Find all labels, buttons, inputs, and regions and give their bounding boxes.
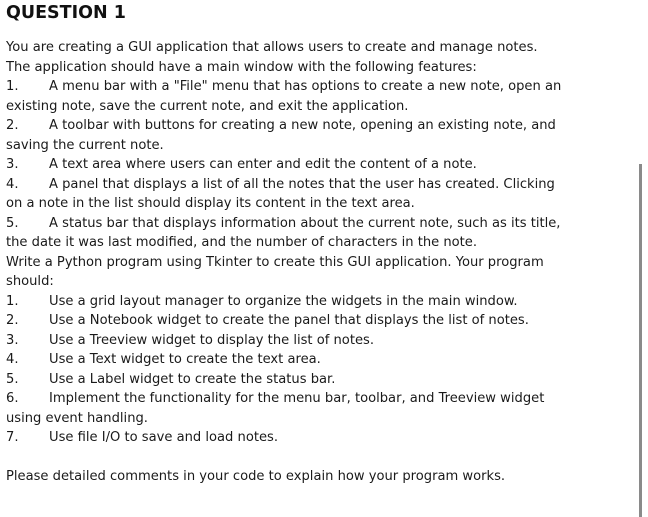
requirement-text: Use a grid layout manager to organize the widgets in the main window. xyxy=(49,293,518,309)
requirement-number: 6. xyxy=(6,391,19,406)
requirement-item xyxy=(6,292,566,312)
requirement-number: 2. xyxy=(6,313,19,328)
intro-paragraph: You are creating a GUI application that allows users to create and manage notes. The application should have a main window with the following features: xyxy=(6,40,538,75)
requirement-number: 5. xyxy=(6,371,19,387)
requirement-item xyxy=(6,311,566,331)
feature-number: 3. xyxy=(6,157,19,172)
requirement-number: 4. xyxy=(6,352,19,367)
feature-text: A text area where users can enter and edit the content of a note. xyxy=(49,157,477,172)
feature-text: A toolbar with buttons for creating a new note, opening an existing note, and saving the current note. xyxy=(6,118,556,153)
feature-list xyxy=(6,77,566,253)
requirement-text: Use a Text widget to create the text area. xyxy=(49,352,321,367)
requirement-number: 1. xyxy=(6,293,19,309)
feature-item xyxy=(6,77,566,116)
question-body xyxy=(6,38,566,487)
feature-number: 1. xyxy=(6,79,19,94)
feature-text: A status bar that displays information about the current note, such as its title, the date it was last modified, and the number of characters in the note. xyxy=(6,215,561,250)
requirement-text: Use a Label widget to create the status bar. xyxy=(49,371,336,387)
closing-paragraph: Please detailed comments in your code to explain how your program works. xyxy=(6,469,506,484)
requirement-list xyxy=(6,292,566,448)
question-title: QUESTION 1 xyxy=(6,3,126,23)
vertical-scrollbar[interactable] xyxy=(639,164,642,517)
requirement-number: 7. xyxy=(6,430,19,445)
feature-number: 2. xyxy=(6,118,19,133)
requirement-item xyxy=(6,389,566,428)
feature-item xyxy=(6,155,566,175)
feature-item xyxy=(6,116,566,155)
feature-item xyxy=(6,175,566,214)
feature-item xyxy=(6,214,566,253)
requirement-text: Use file I/O to save and load notes. xyxy=(49,430,279,445)
task-paragraph: Write a Python program using Tkinter to create this GUI application. Your program should: xyxy=(6,254,544,289)
requirement-text: Use a Treeview widget to display the list of notes. xyxy=(49,332,374,348)
requirement-text: Implement the functionality for the menu bar, toolbar, and Treeview widget using event handling. xyxy=(6,391,545,426)
requirement-item xyxy=(6,331,566,351)
requirement-item xyxy=(6,370,566,390)
requirement-text: Use a Notebook widget to create the panel that displays the list of notes. xyxy=(49,313,529,328)
feature-number: 4. xyxy=(6,176,19,192)
requirement-item xyxy=(6,350,566,370)
feature-text: A menu bar with a "File" menu that has options to create a new note, open an existing note, save the current note, and exit the application. xyxy=(6,79,562,114)
feature-text: A panel that displays a list of all the notes that the user has created. Clicking on a note in the list should display its content in the text area. xyxy=(6,176,555,211)
requirement-number: 3. xyxy=(6,332,19,348)
requirement-item xyxy=(6,428,566,448)
feature-number: 5. xyxy=(6,215,19,231)
